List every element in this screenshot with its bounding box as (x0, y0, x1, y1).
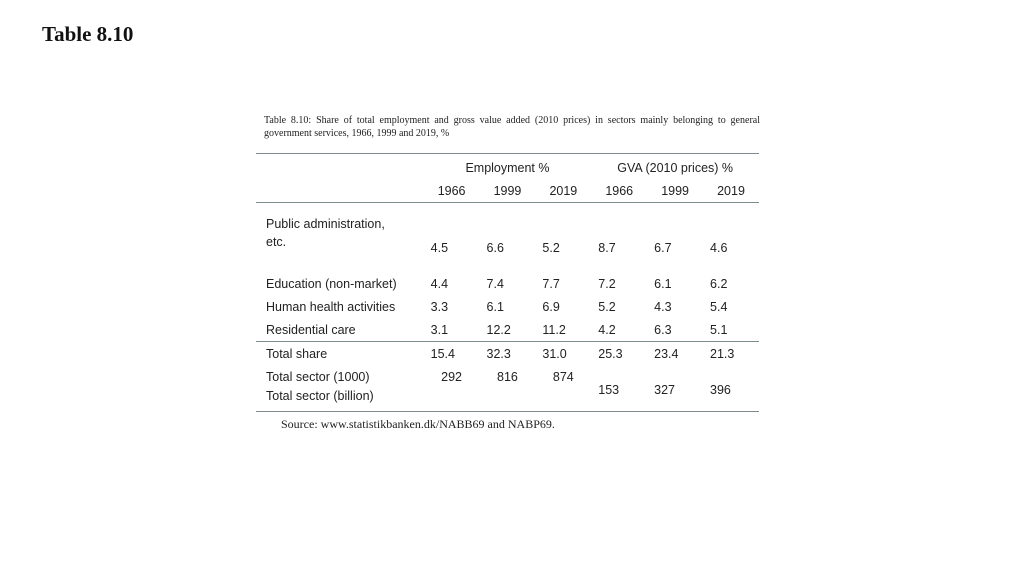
table-cell (591, 383, 647, 412)
table-cell: 23.4 (654, 346, 679, 361)
row-label (256, 203, 424, 259)
source-note: Source: www.statistikbanken.dk/NABB69 and NABP69. (281, 417, 555, 431)
row-label: Human health activities (266, 299, 396, 314)
table-cell: 6.9 (542, 299, 560, 314)
table-cell: 3.1 (430, 322, 449, 337)
table-cell-empty (535, 389, 591, 412)
table-cell: 15.4 (430, 346, 455, 361)
table-cell: 21.3 (710, 346, 735, 361)
table-cell: 11.2 (542, 322, 566, 337)
table-row-total-share (256, 342, 759, 366)
row-label: Total sector (billion) (266, 389, 374, 403)
table-cell: 31.0 (542, 346, 567, 361)
table-cell: 6.1 (654, 276, 672, 291)
table-group-header-row (256, 154, 759, 181)
table-cell: 8.7 (598, 241, 616, 255)
table-row-total-sector-billion (256, 389, 759, 412)
table-cell-empty (424, 389, 480, 412)
cell-value: 153 (598, 383, 620, 397)
table-row (256, 272, 759, 295)
table-cell: 6.3 (654, 322, 672, 337)
table-cell: 5.4 (710, 299, 728, 314)
row-label: Education (non-market) (266, 276, 397, 291)
year-header: 2019 (549, 184, 578, 198)
year-header: 2019 (717, 184, 745, 198)
table-cell: 4.2 (598, 322, 616, 337)
table-cell: 3.3 (430, 299, 449, 314)
table-row (256, 295, 759, 318)
table-cell (703, 383, 759, 412)
row-label: Total sector (1000) (266, 370, 370, 384)
table-cell: 6.7 (654, 241, 672, 255)
year-header: 1966 (437, 184, 466, 198)
cell-value: 396 (710, 383, 731, 397)
table-row-total-sector-1000 (256, 365, 759, 389)
table-cell: 6.6 (486, 241, 504, 255)
table-cell: 4.6 (710, 241, 728, 255)
header-corner (256, 154, 424, 181)
header-corner (256, 180, 424, 203)
table-cell: 6.2 (710, 276, 728, 291)
table-cell: 5.2 (598, 299, 616, 314)
table-row (256, 318, 759, 342)
year-header: 1999 (661, 184, 689, 198)
table-cell-empty (480, 389, 536, 412)
table-cell: 7.2 (598, 276, 616, 291)
table-cell: 816 (497, 370, 518, 384)
year-header: 1966 (605, 184, 634, 198)
row-label: Residential care (266, 322, 356, 337)
slide-title: Table 8.10 (42, 22, 134, 46)
table-cell: 4.3 (654, 299, 672, 314)
row-label-line: Public administration, (266, 216, 385, 231)
table-cell: 12.2 (486, 322, 511, 337)
table-cell: 874 (552, 370, 574, 384)
table-cell: 25.3 (598, 346, 623, 361)
table-cell: 4.5 (430, 241, 449, 255)
table-cell: 7.4 (486, 276, 504, 291)
cell-value: 327 (654, 383, 676, 397)
table-cell: 4.4 (430, 276, 449, 291)
table-cell: 5.1 (710, 322, 728, 337)
employment-group-header: Employment % (465, 161, 550, 175)
row-label-line: etc. (266, 234, 287, 249)
row-label: Total share (266, 346, 328, 361)
gva-group-header: GVA (2010 prices) % (617, 161, 734, 175)
table-cell: 5.2 (542, 241, 560, 255)
table-row (256, 203, 759, 259)
table-caption: Table 8.10: Share of total employment and gross value added (2010 prices) in sectors mainly belonging to general government services, 1966, 1999 and 2019, % (264, 115, 760, 139)
table-cell: 7.7 (542, 276, 560, 291)
data-table-container (256, 153, 759, 412)
table-cell: 32.3 (486, 346, 511, 361)
year-header: 1999 (493, 184, 522, 198)
table-cell: 292 (441, 370, 463, 384)
table-cell (647, 383, 703, 412)
table-cell: 6.1 (486, 299, 504, 314)
data-table (256, 153, 759, 412)
table-year-header-row (256, 180, 759, 203)
row-spacer (256, 258, 759, 272)
